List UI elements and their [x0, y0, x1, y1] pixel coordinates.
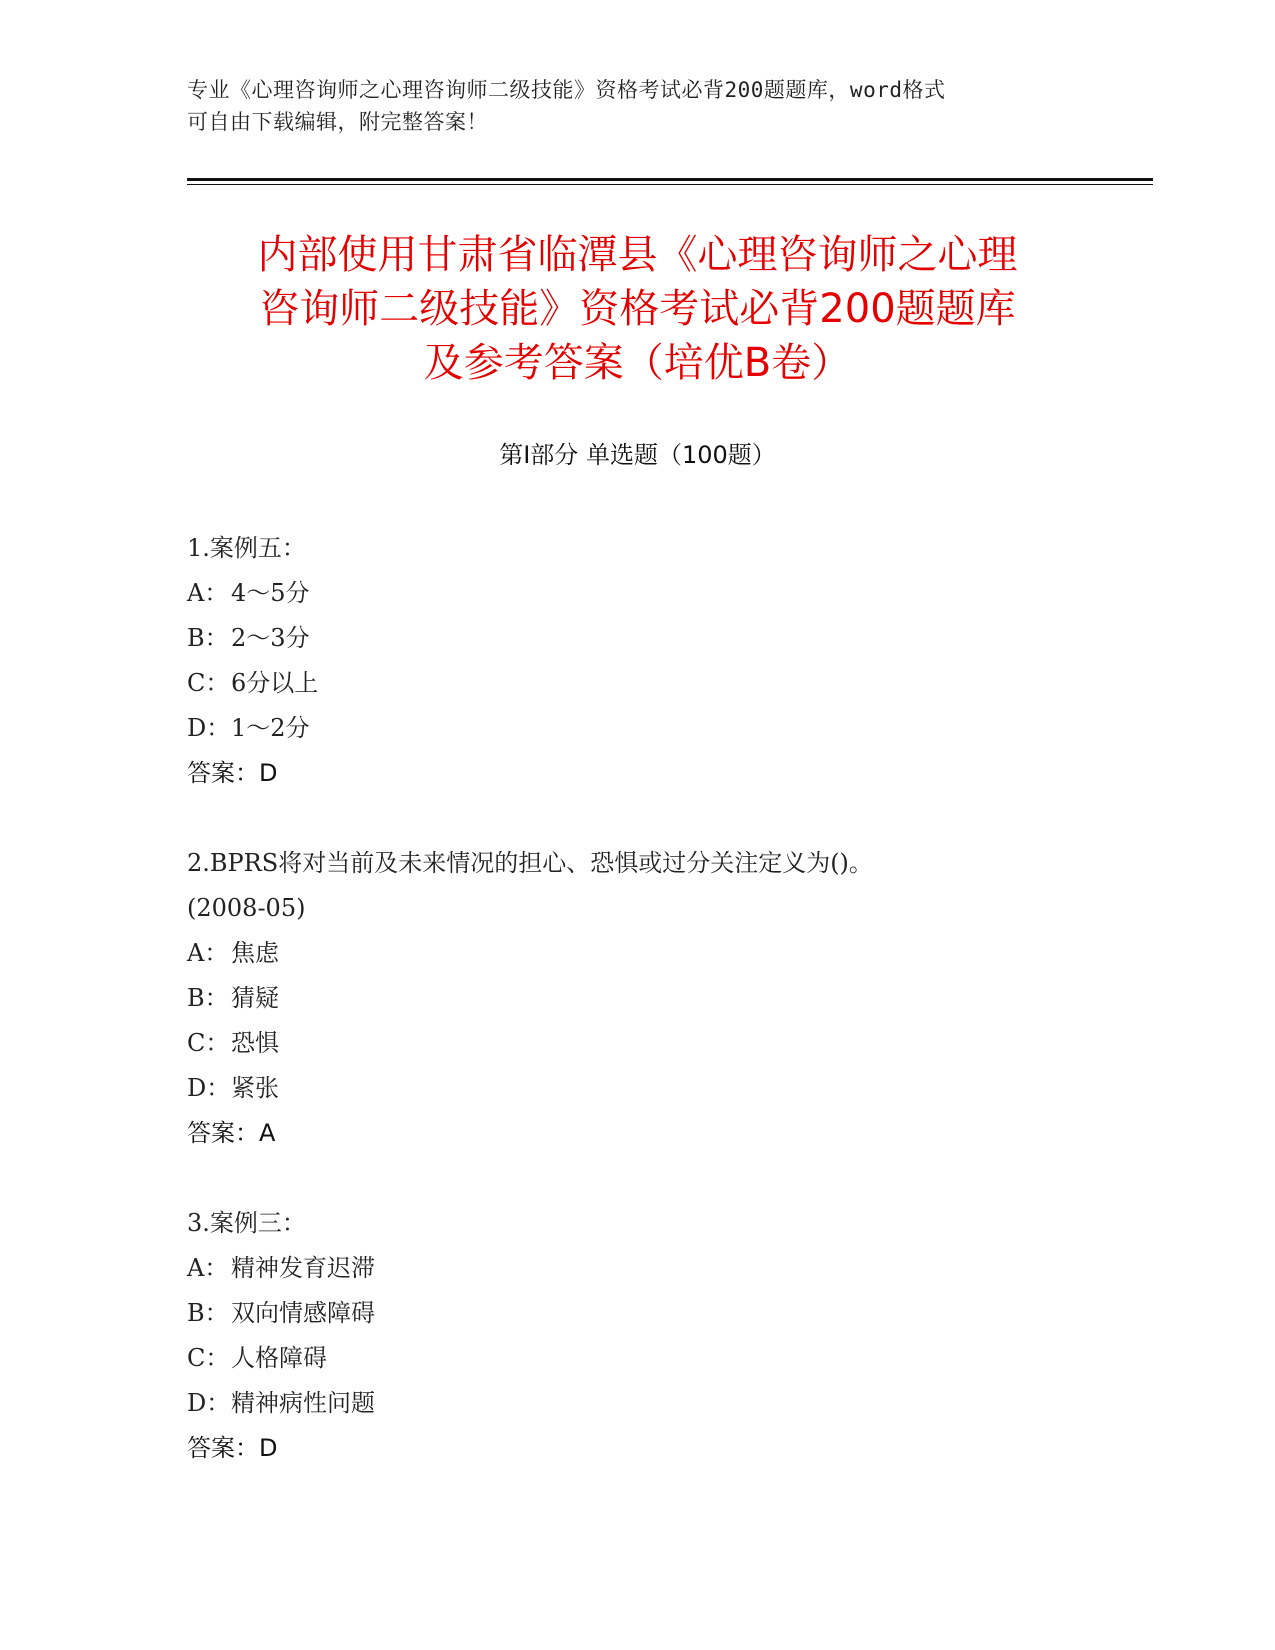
option-key: B：	[187, 624, 229, 652]
option-text: 4～5分	[231, 579, 310, 607]
option-text: 猜疑	[231, 984, 279, 1012]
option-a	[187, 571, 1127, 616]
option-d	[187, 1066, 1127, 1111]
header-divider-thin	[187, 184, 1153, 185]
option-text: 焦虑	[231, 939, 279, 967]
option-text: 恐惧	[231, 1029, 279, 1057]
option-key: D：	[187, 1389, 231, 1417]
section-title: 第Ⅰ部分 单选题（100题）	[499, 441, 776, 469]
option-d	[187, 706, 1127, 751]
option-text: 紧张	[231, 1074, 279, 1102]
document-title	[150, 228, 1125, 390]
option-b	[187, 976, 1127, 1021]
option-c	[187, 1336, 1127, 1381]
option-a	[187, 931, 1127, 976]
question-2	[187, 841, 1127, 1156]
option-key: A：	[187, 579, 229, 607]
option-key: D：	[187, 714, 231, 742]
option-key: D：	[187, 1074, 231, 1102]
option-key: C：	[187, 1344, 230, 1372]
document-title-line3: 及参考答案（培优B卷）	[423, 340, 852, 386]
option-text: 1～2分	[231, 714, 310, 742]
question-3	[187, 1201, 1127, 1471]
answer-line: 答案：A	[187, 1119, 276, 1147]
option-key: B：	[187, 984, 229, 1012]
option-a	[187, 1246, 1127, 1291]
option-text: 6分以上	[231, 669, 319, 697]
option-d	[187, 1381, 1127, 1426]
question-stem: 2.BPRS将对当前及未来情况的担心、恐惧或过分关注定义为()。	[187, 849, 873, 877]
option-b	[187, 616, 1127, 661]
question-stem: 3.案例三：	[187, 1209, 306, 1237]
option-key: B：	[187, 1299, 229, 1327]
option-key: A：	[187, 939, 229, 967]
header-note-line2: 可自由下载编辑，附完整答案！	[187, 110, 488, 134]
answer-line: 答案：D	[187, 1434, 278, 1462]
header-divider-thick	[187, 178, 1153, 181]
option-text: 人格障碍	[231, 1344, 327, 1372]
option-key: A：	[187, 1254, 229, 1282]
option-text: 双向情感障碍	[231, 1299, 375, 1327]
answer-line: 答案：D	[187, 759, 278, 787]
option-key: C：	[187, 1029, 230, 1057]
option-b	[187, 1291, 1127, 1336]
question-stem-continuation: (2008-05)	[187, 894, 306, 922]
question-1	[187, 526, 1127, 796]
option-c	[187, 1021, 1127, 1066]
option-text: 精神病性问题	[231, 1389, 375, 1417]
header-note-line1: 专业《心理咨询师之心理咨询师二级技能》资格考试必背200题题库，word格式	[187, 78, 946, 102]
document-title-line1: 内部使用甘肃省临潭县《心理咨询师之心理	[257, 232, 1018, 278]
question-list	[187, 526, 1127, 1516]
option-text: 精神发育迟滞	[231, 1254, 375, 1282]
question-stem: 1.案例五：	[187, 534, 306, 562]
document-title-line2: 咨询师二级技能》资格考试必背200题题库	[259, 286, 1016, 332]
option-text: 2～3分	[231, 624, 310, 652]
option-key: C：	[187, 669, 230, 697]
header-note	[187, 74, 1087, 138]
option-c	[187, 661, 1127, 706]
